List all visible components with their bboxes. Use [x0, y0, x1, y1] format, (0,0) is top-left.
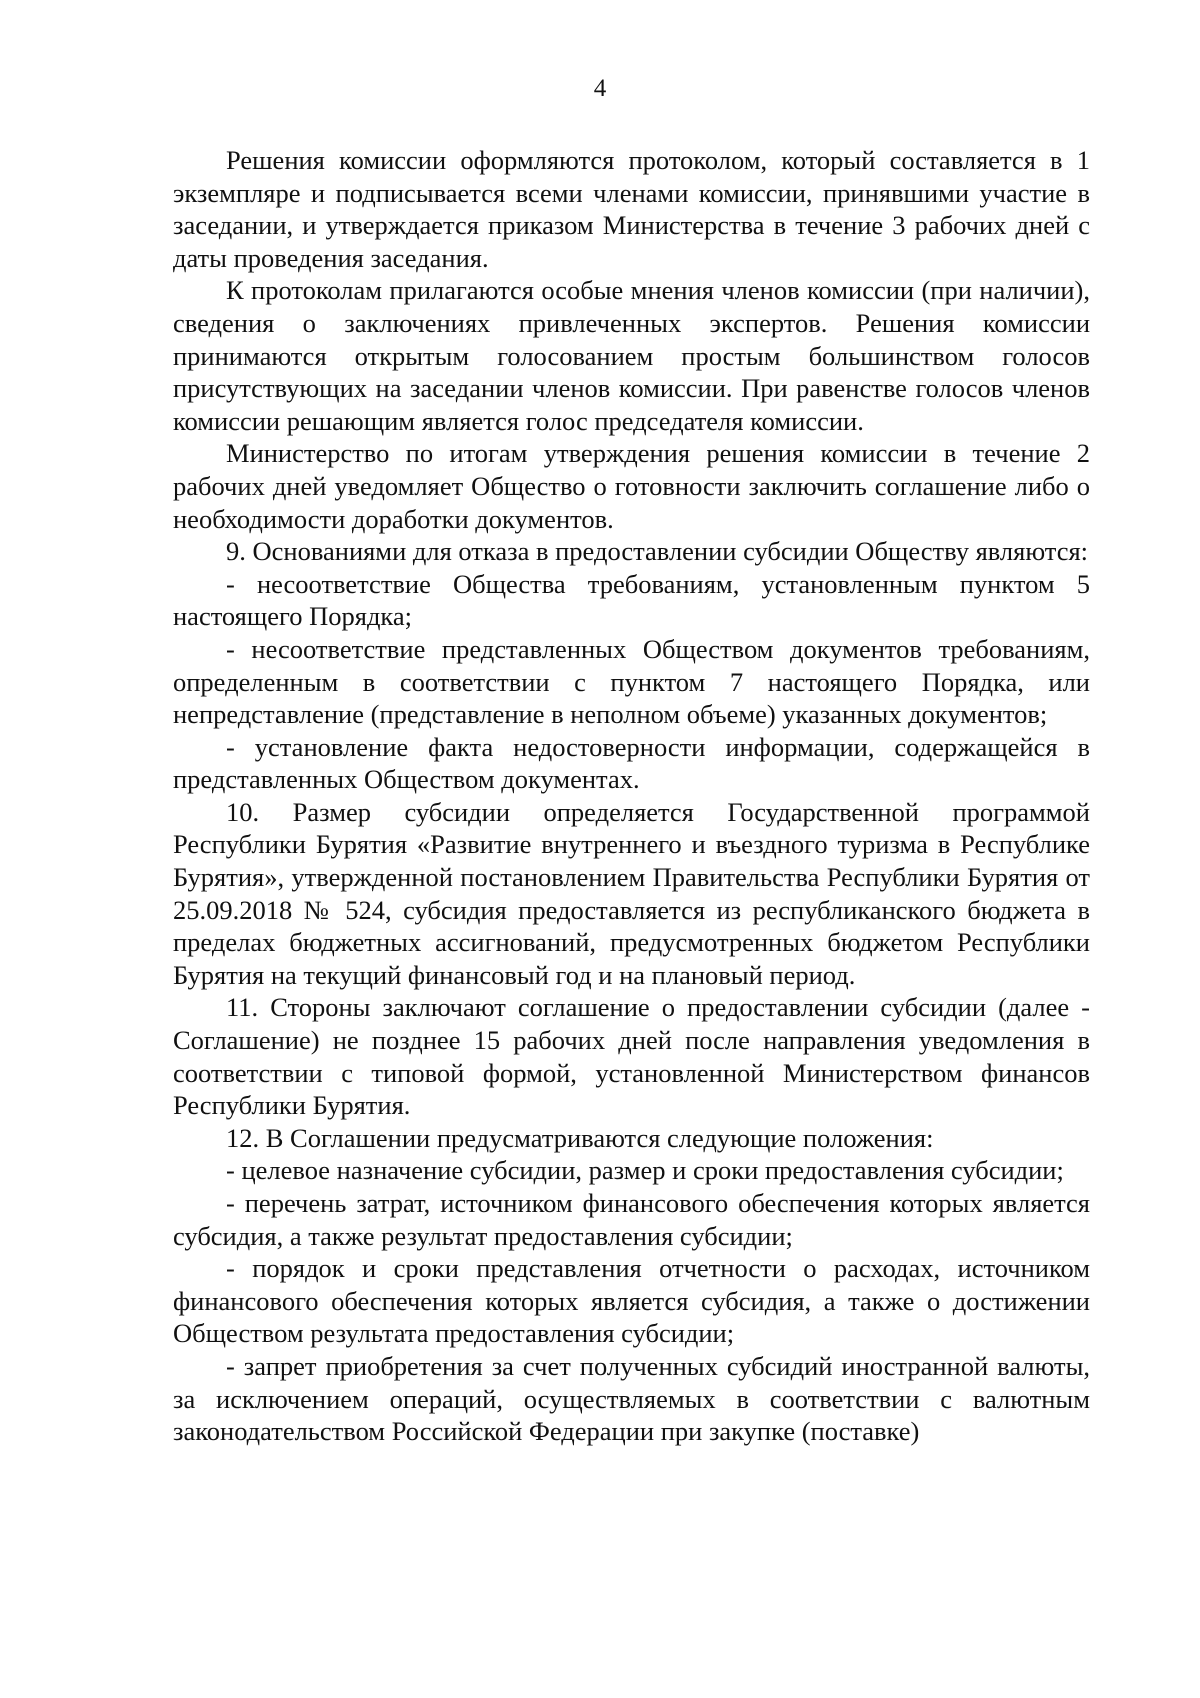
paragraph-refusal-ground-requirements: - несоответствие Общества требованиям, установленным пунктом 5 настоящего Порядка;	[173, 568, 1090, 632]
paragraph-item-9-refusal-grounds: 9. Основаниями для отказа в предоставлении субсидии Обществу являются:	[226, 536, 1089, 567]
page-number: 4	[593, 75, 607, 102]
paragraph-provision-reporting: - порядок и сроки представления отчетности о расходах, источником финансового обеспечения которых является субсидия, а также о достижении Обществом результата предоставления субсидии;	[173, 1253, 1090, 1349]
paragraph-protocol-attachments: К протоколам прилагаются особые мнения членов комиссии (при наличии), сведения о заключениях привлеченных экспертов. Решения комиссии принимаются открытым голосованием простым большинством голосов присутствующих на заседании членов комиссии. При равенстве голосов членов комиссии решающим является голос председателя комиссии.	[173, 275, 1090, 436]
paragraph-provision-currency-ban: - запрет приобретения за счет полученных субсидий иностранной валюты, за исключением операций, осуществляемых в соответствии с валютным законодательством Российской Федерации при закупке (поставке)	[173, 1350, 1090, 1447]
paragraph-ministry-notification: Министерство по итогам утверждения решения комиссии в течение 2 рабочих дней уведомляет Общество о готовности заключить соглашение либо о необходимости доработки документов.	[173, 438, 1090, 534]
paragraph-provision-costs: - перечень затрат, источником финансового обеспечения которых является субсидия, а также результат предоставления субсидии;	[173, 1188, 1090, 1251]
document-body	[173, 144, 1090, 1448]
paragraph-refusal-ground-false-info: - установление факта недостоверности информации, содержащейся в представленных Обществом документах.	[173, 731, 1090, 795]
paragraph-item-12-provisions: 12. В Соглашении предусматриваются следующие положения:	[226, 1122, 934, 1153]
paragraph-item-11-agreement: 11. Стороны заключают соглашение о предоставлении субсидии (далее - Соглашение) не позднее 15 рабочих дней после направления уведомления в соответствии с типовой формой, установленной Министерством финансов Республики Бурятия.	[173, 992, 1090, 1121]
paragraph-item-10-subsidy-amount: 10. Размер субсидии определяется Государственной программой Республики Бурятия «Развитие внутреннего и въездного туризма в Республике Бурятия», утвержденной постановлением Правительства Республики Бурятия от 25.09.2018 № 524, субсидия предоставляется из республиканского бюджета в пределах бюджетных ассигнований, предусмотренных бюджетом Республики Бурятия на текущий финансовый год и на плановый период.	[173, 796, 1090, 990]
paragraph-commission-decisions: Решения комиссии оформляются протоколом, который составляется в 1 экземпляре и подписывается всеми членами комиссии, принявшими участие в заседании, и утверждается приказом Министерства в течение 3 рабочих дней с даты проведения заседания.	[173, 145, 1090, 273]
paragraph-provision-purpose: - целевое назначение субсидии, размер и сроки предоставления субсидии;	[226, 1155, 1064, 1186]
paragraph-refusal-ground-documents: - несоответствие представленных Обществом документов требованиям, определенным в соответствии с пунктом 7 настоящего Порядка, или непредставление (представление в неполном объеме) указанных документов;	[173, 633, 1090, 730]
